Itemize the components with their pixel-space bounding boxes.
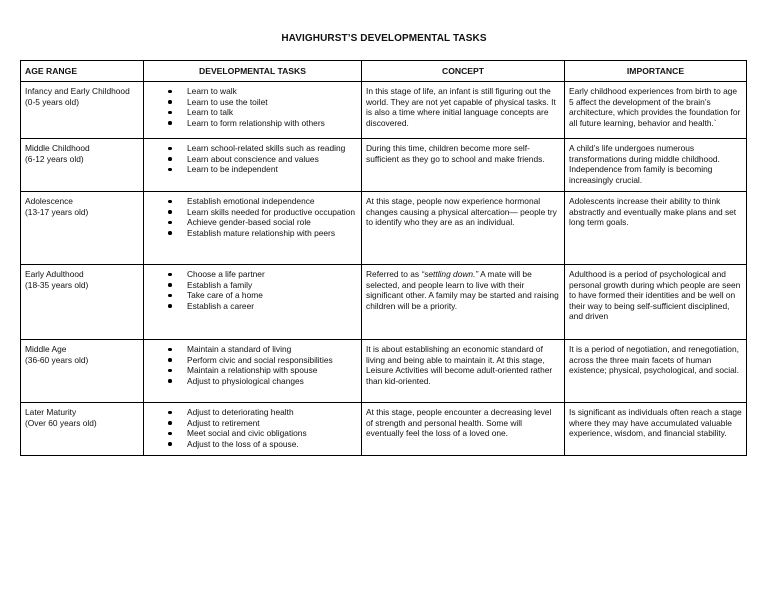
age-range-cell (21, 139, 144, 192)
task-item: Establish a family (166, 280, 357, 291)
task-item: Achieve gender-based social role (166, 217, 357, 228)
stage-name: Middle Childhood (25, 143, 90, 153)
task-item: Establish mature relationship with peers (166, 228, 357, 239)
bullet-icon (168, 147, 172, 151)
stage-years: (18-35 years old) (25, 279, 89, 290)
task-item: Maintain a standard of living (166, 344, 357, 355)
importance-text: It is a period of negotiation, and renegotiation, across the three main facets of human existence; physical, psychological, and social. (569, 344, 739, 376)
importance-cell (565, 265, 747, 340)
task-item: Learn school-related skills such as reading (166, 143, 357, 154)
concept-lead: Referred to as (366, 269, 422, 279)
tasks-cell (144, 265, 362, 340)
bullet-icon (168, 411, 172, 415)
task-item: Learn to use the toilet (166, 97, 357, 108)
age-range-cell (21, 340, 144, 403)
bullet-icon (168, 442, 172, 446)
concept-cell (362, 192, 565, 265)
age-range-cell (21, 82, 144, 139)
bullet-icon (168, 221, 172, 225)
concept-cell (362, 340, 565, 403)
stage-name: Adolescence (25, 196, 73, 206)
importance-cell (565, 340, 747, 403)
task-item: Learn to talk (166, 107, 357, 118)
task-item: Establish a career (166, 301, 357, 312)
importance-text: Early childhood experiences from birth to age 5 affect the development of the brain’s architecture, which provides the foundation for all future learning, behavior and health.` (569, 86, 741, 128)
bullet-icon (168, 168, 172, 172)
bullet-icon (168, 210, 172, 214)
tasks-cell (144, 139, 362, 192)
task-list (148, 143, 357, 175)
stage-name: Early Adulthood (25, 269, 84, 279)
concept-rest: A mate will be selected, and people learn to live with their significant other. A family may be started and raising children will be a priority. (366, 269, 559, 311)
task-item: Learn about conscience and values (166, 154, 357, 165)
bullet-icon (168, 294, 172, 298)
stage-name: Middle Age (25, 344, 67, 354)
task-item: Take care of a home (166, 290, 357, 301)
bullet-icon (168, 304, 172, 308)
developmental-tasks-table (20, 60, 747, 456)
tasks-cell (144, 403, 362, 456)
importance-cell (565, 403, 747, 456)
concept-cell (362, 139, 565, 192)
concept-cell (362, 82, 565, 139)
stage-years: (6-12 years old) (25, 153, 84, 164)
bullet-icon (168, 200, 172, 204)
bullet-icon (168, 369, 172, 373)
stage-years: (13-17 years old) (25, 206, 89, 217)
task-item: Choose a life partner (166, 269, 357, 280)
importance-text: Is significant as individuals often reach a stage where they may have accumulated valuable experience, wisdom, and financial stability. (569, 407, 742, 439)
table-row (21, 265, 747, 340)
concept-text: During this time, children become more self-sufficient as they go to school and make friends. (366, 143, 545, 164)
task-item: Adjust to the loss of a spouse. (166, 439, 357, 450)
concept-cell (362, 265, 565, 340)
stage-years: (36-60 years old) (25, 354, 89, 365)
importance-text: Adolescents increase their ability to think abstractly and eventually make plans and set long term goals. (569, 196, 737, 228)
header-age-range: AGE RANGE (21, 61, 144, 82)
task-list (148, 269, 357, 311)
header-developmental-tasks: DEVELOPMENTAL TASKS (144, 61, 362, 82)
bullet-icon (168, 432, 172, 436)
bullet-icon (168, 273, 172, 277)
bullet-icon (168, 348, 172, 352)
concept-cell (362, 403, 565, 456)
task-list (148, 407, 357, 449)
task-item: Adjust to physiological changes (166, 376, 357, 387)
header-importance: IMPORTANCE (565, 61, 747, 82)
concept-text: At this stage, people now experience hormonal changes causing a physical altercation— people try to identify who they are as an individual. (366, 196, 557, 228)
task-item: Learn to form relationship with others (166, 118, 357, 129)
bullet-icon (168, 111, 172, 115)
age-range-cell (21, 403, 144, 456)
tasks-cell (144, 82, 362, 139)
table-row (21, 340, 747, 403)
task-list (148, 86, 357, 128)
importance-text: A child’s life undergoes numerous transformations during middle childhood. Independence from family is becoming increasingly crucial. (569, 143, 720, 185)
age-range-cell (21, 192, 144, 265)
importance-cell (565, 82, 747, 139)
table-row (21, 82, 747, 139)
importance-text: Adulthood is a period of psychological and personal growth during which people are seen to have formed their identities and be well on their way to being self-sufficient disciplined, and driven (569, 269, 741, 322)
task-list (148, 344, 357, 386)
task-item: Maintain a relationship with spouse (166, 365, 357, 376)
concept-text: At this stage, people encounter a decreasing level of strength and personal health. Some will eventually feel the loss of a loved one. (366, 407, 552, 439)
concept-italic: “settling down.” (421, 269, 479, 279)
table-row (21, 139, 747, 192)
tasks-cell (144, 340, 362, 403)
bullet-icon (168, 90, 172, 94)
tasks-cell (144, 192, 362, 265)
age-range-cell (21, 265, 144, 340)
header-concept: CONCEPT (362, 61, 565, 82)
bullet-icon (168, 358, 172, 362)
stage-name: Later Maturity (25, 407, 77, 417)
bullet-icon (168, 283, 172, 287)
bullet-icon (168, 231, 172, 235)
stage-years: (Over 60 years old) (25, 417, 97, 428)
importance-cell (565, 192, 747, 265)
task-item: Learn to be independent (166, 164, 357, 175)
task-item: Perform civic and social responsibilities (166, 355, 357, 366)
table-row (21, 403, 747, 456)
task-item: Adjust to retirement (166, 418, 357, 429)
concept-text: It is about establishing an economic standard of living and being able to maintain it. At this stage, Leisure Activities will become adult-oriented rather than kid-oriented. (366, 344, 553, 386)
importance-cell (565, 139, 747, 192)
task-item: Adjust to deteriorating health (166, 407, 357, 418)
concept-text: In this stage of life, an infant is still figuring out the world. They are not yet capable of physical tasks. It is also a time where initial language concepts are discovered. (366, 86, 556, 128)
table-row (21, 192, 747, 265)
table-header-row (21, 61, 747, 82)
task-item: Learn skills needed for productive occupation (166, 207, 357, 218)
page-title: HAVIGHURST’S DEVELOPMENTAL TASKS (281, 33, 487, 44)
stage-years: (0-5 years old) (25, 96, 79, 107)
bullet-icon (168, 100, 172, 104)
bullet-icon (168, 379, 172, 383)
task-list (148, 196, 357, 238)
bullet-icon (168, 421, 172, 425)
bullet-icon (168, 121, 172, 125)
task-item: Meet social and civic obligations (166, 428, 357, 439)
task-item: Learn to walk (166, 86, 357, 97)
stage-name: Infancy and Early Childhood (25, 86, 130, 96)
bullet-icon (168, 157, 172, 161)
concept-text (366, 269, 560, 311)
task-item: Establish emotional independence (166, 196, 357, 207)
